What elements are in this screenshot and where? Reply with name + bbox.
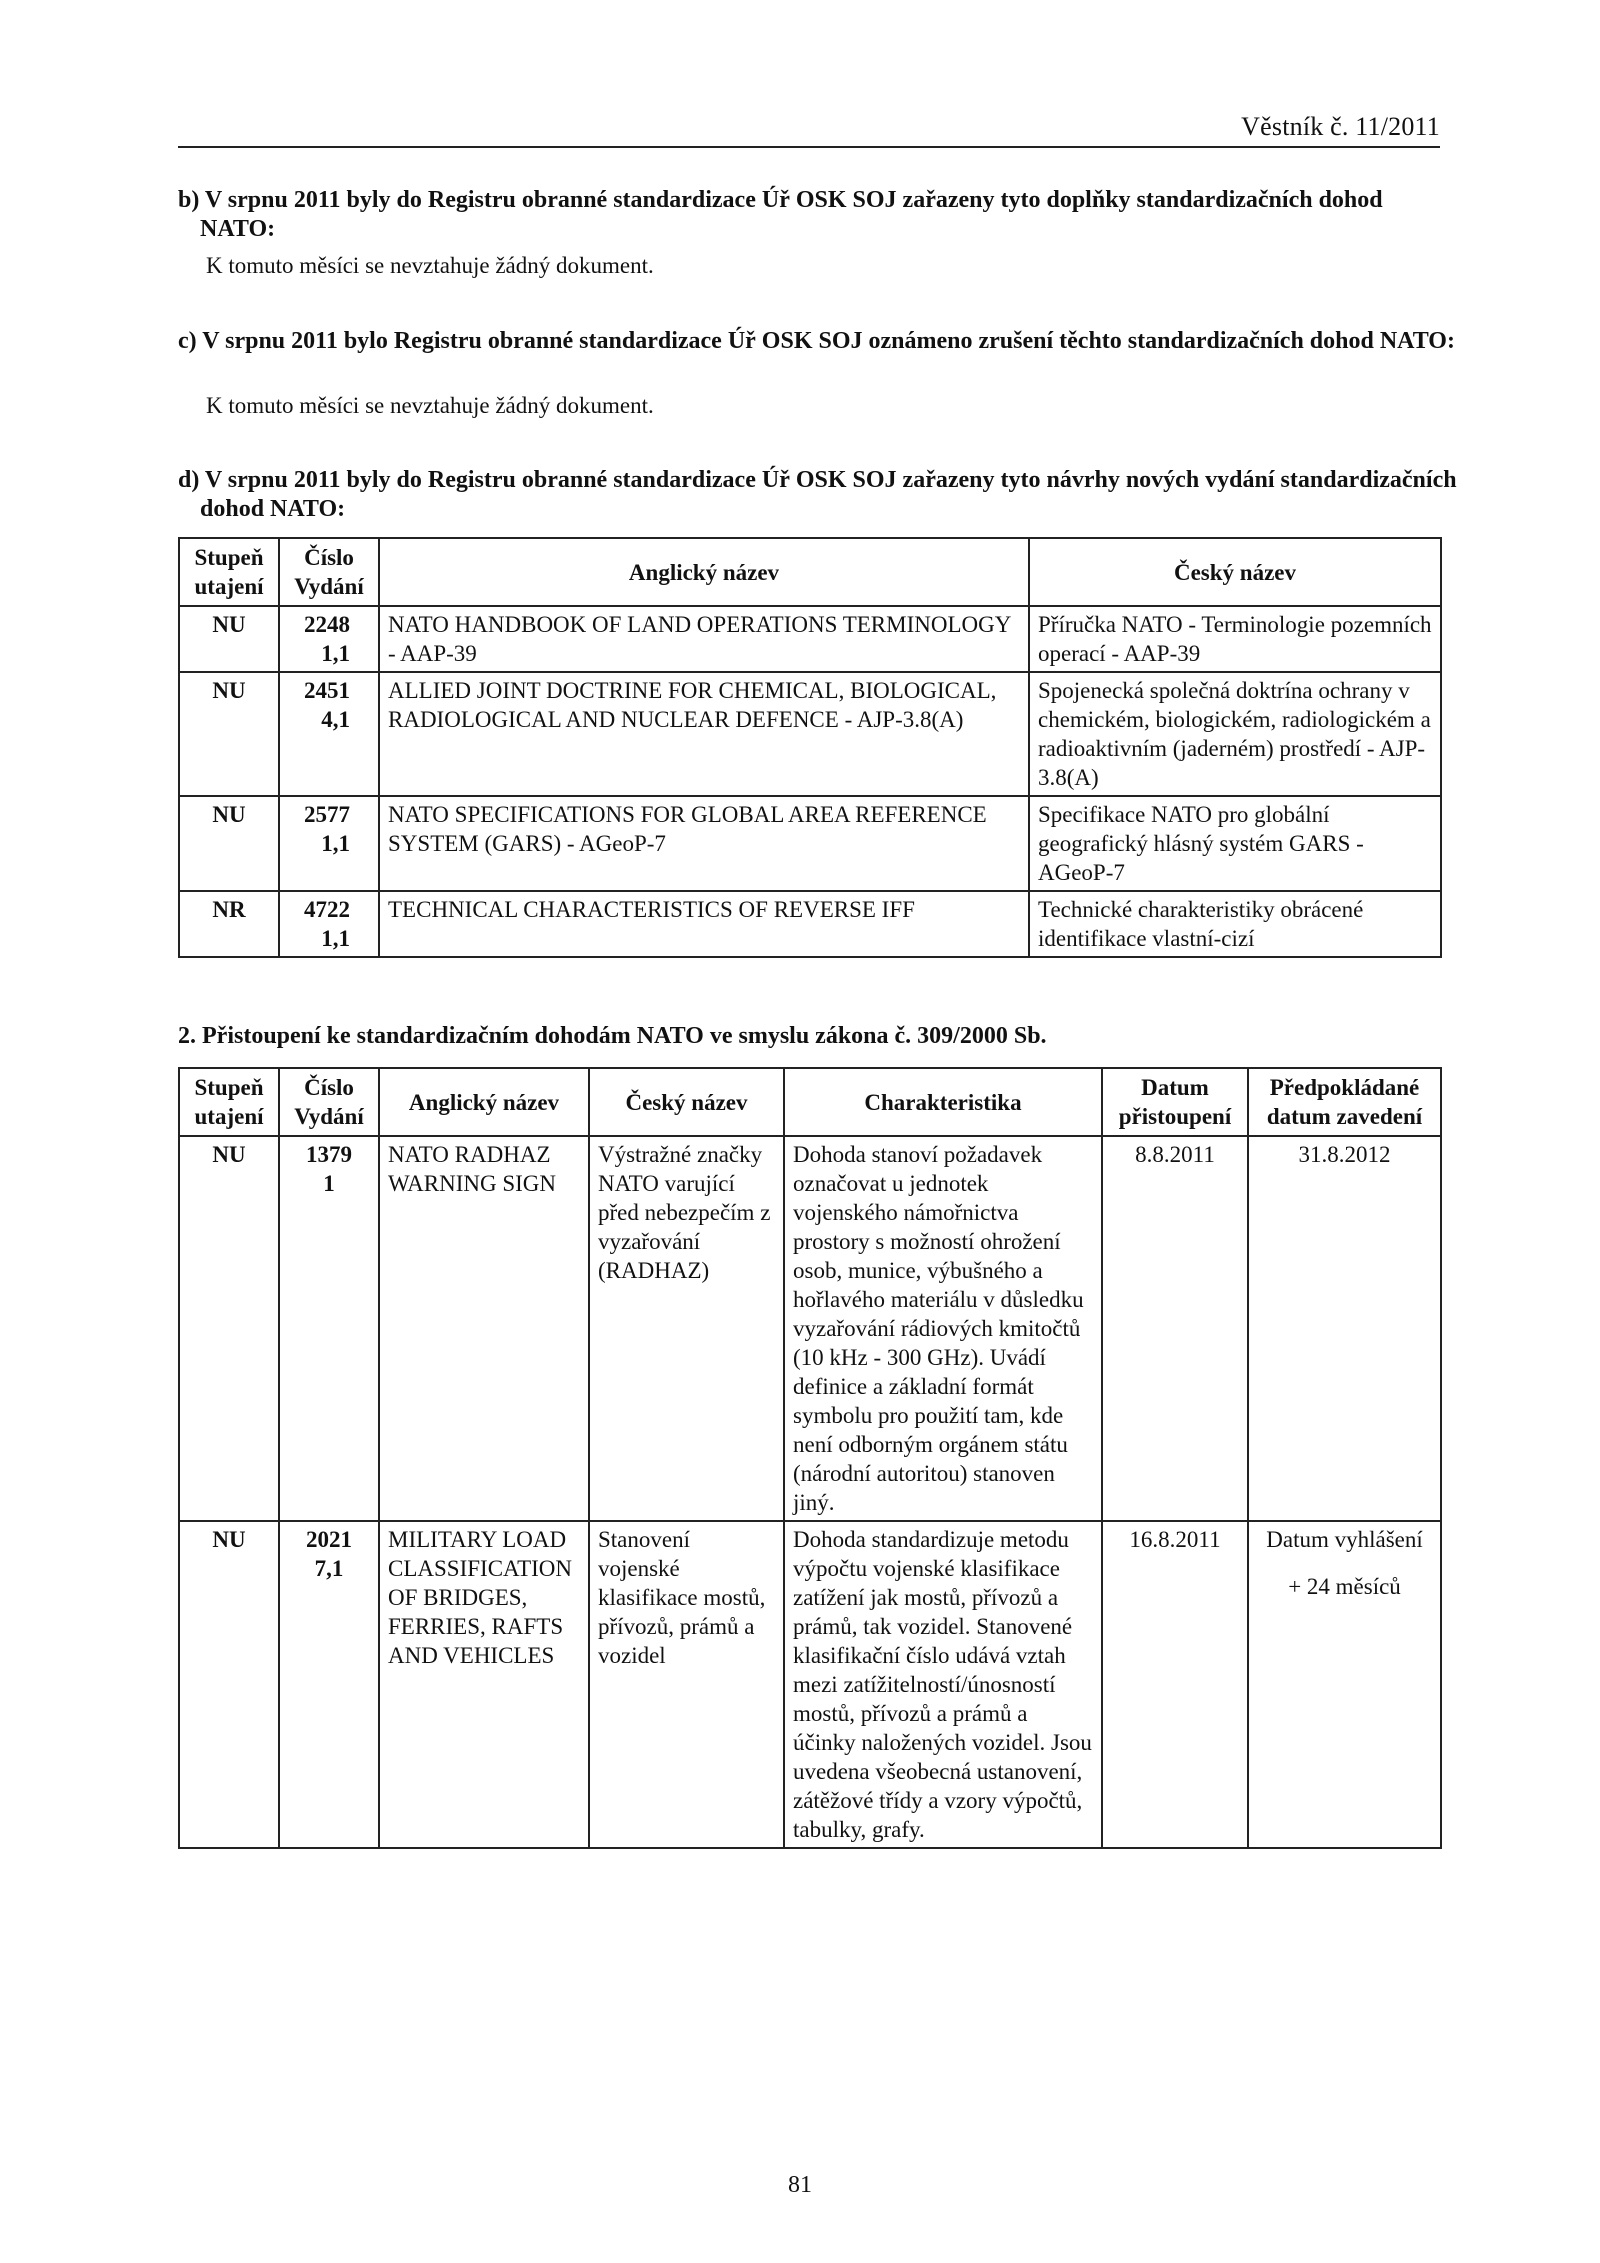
cell-anglicky: NATO RADHAZ WARNING SIGN: [379, 1136, 589, 1521]
table-row: [179, 796, 1441, 891]
table-row: [179, 672, 1441, 796]
cell-cesky: Specifikace NATO pro globální geografický hlásný systém GARS - AGeoP-7: [1029, 796, 1441, 891]
cell-datum: 8.8.2011: [1102, 1136, 1248, 1521]
cell-cesky: Příručka NATO - Terminologie pozemních operací - AAP-39: [1029, 606, 1441, 672]
accession-table: [178, 1067, 1442, 1849]
cell-cislo: 2248 1,1: [279, 606, 379, 672]
running-header: Věstník č. 11/2011: [1241, 112, 1440, 141]
header-cesky: Český název: [589, 1068, 784, 1136]
table-header-row: [179, 538, 1441, 606]
cell-cesky: Spojenecká společná doktrína ochrany v chemickém, biologickém, radiologickém a radioaktivním (jaderném) prostředí - AJP-3.8(A): [1029, 672, 1441, 796]
section-2-heading: 2. Přistoupení ke standardizačním dohodám NATO ve smyslu zákona č. 309/2000 Sb.: [178, 1023, 1047, 1049]
section-b-note: K tomuto měsíci se nevztahuje žádný dokument.: [206, 253, 654, 278]
cell-charakteristika: Dohoda stanoví požadavek označovat u jednotek vojenského námořnictva prostory s možností ohrožení osob, munice, výbušného a hořlavého materiálu v důsledku vyzařování rádiových kmitočtů (10 kHz - 300 GHz). Uvádí definice a základní formát symbolu pro použití tam, kde není odborným orgánem státu (národní autoritou) stanoven jiný.: [784, 1136, 1102, 1521]
header-anglicky: Anglický název: [379, 538, 1029, 606]
section-c-note: K tomuto měsíci se nevztahuje žádný dokument.: [206, 393, 654, 418]
cell-stupen: NR: [179, 891, 279, 957]
section-c-heading: c) V srpnu 2011 bylo Registru obranné standardizace Úř OSK SOJ oznámeno zrušení těchto standardizačních dohod NATO:: [178, 328, 1455, 354]
cell-cesky: Technické charakteristiky obrácené identifikace vlastní-cizí: [1029, 891, 1441, 957]
table-row: [179, 1521, 1441, 1848]
section-d-heading: d) V srpnu 2011 byly do Registru obranné standardizace Úř OSK SOJ zařazeny tyto návrhy nových vydání standardizačních dohod NATO:: [178, 467, 1457, 522]
header-datum: Datum přistoupení: [1102, 1068, 1248, 1136]
cell-anglicky: ALLIED JOINT DOCTRINE FOR CHEMICAL, BIOLOGICAL, RADIOLOGICAL AND NUCLEAR DEFENCE - AJP-3.8(A): [379, 672, 1029, 796]
cell-datum: 16.8.2011: [1102, 1521, 1248, 1848]
header-stupen: Stupeň utajení: [179, 1068, 279, 1136]
cell-anglicky: MILITARY LOAD CLASSIFICATION OF BRIDGES, FERRIES, RAFTS AND VEHICLES: [379, 1521, 589, 1848]
header-rule: [178, 146, 1440, 148]
header-cesky: Český název: [1029, 538, 1441, 606]
cell-cislo: 1379 1: [279, 1136, 379, 1521]
table-row: [179, 891, 1441, 957]
header-cislo: Číslo Vydání: [279, 538, 379, 606]
header-cislo: Číslo Vydání: [279, 1068, 379, 1136]
header-anglicky: Anglický název: [379, 1068, 589, 1136]
cell-cesky: Stanovení vojenské klasifikace mostů, přívozů, prámů a vozidel: [589, 1521, 784, 1848]
cell-cislo: 2021 7,1: [279, 1521, 379, 1848]
header-predpokladane: Předpokládané datum zavedení: [1248, 1068, 1441, 1136]
cell-charakteristika: Dohoda standardizuje metodu výpočtu vojenské klasifikace zatížení jak mostů, přívozů a prámů, tak vozidel. Stanovené klasifikační číslo udává vztah mezi zatížitelností/únosností mostů, přívozů a prámů a účinky naložených vozidel. Jsou uvedena všeobecná ustanovení, zátěžové třídy a vzory výpočtů, tabulky, grafy.: [784, 1521, 1102, 1848]
header-charakteristika: Charakteristika: [784, 1068, 1102, 1136]
cell-stupen: NU: [179, 1136, 279, 1521]
cell-cislo: 2451 4,1: [279, 672, 379, 796]
draft-editions-table: [178, 537, 1442, 958]
table-row: [179, 606, 1441, 672]
cell-anglicky: NATO SPECIFICATIONS FOR GLOBAL AREA REFERENCE SYSTEM (GARS) - AGeoP-7: [379, 796, 1029, 891]
table-row: [179, 1136, 1441, 1521]
table-header-row: [179, 1068, 1441, 1136]
cell-stupen: NU: [179, 796, 279, 891]
cell-cislo: 4722 1,1: [279, 891, 379, 957]
header-stupen: Stupeň utajení: [179, 538, 279, 606]
cell-anglicky: TECHNICAL CHARACTERISTICS OF REVERSE IFF: [379, 891, 1029, 957]
cell-stupen: NU: [179, 1521, 279, 1848]
cell-predpokladane: Datum vyhlášení + 24 měsíců: [1248, 1521, 1441, 1848]
cell-cislo: 2577 1,1: [279, 796, 379, 891]
page-number: 81: [788, 2172, 812, 2198]
cell-predpokladane: 31.8.2012: [1248, 1136, 1441, 1521]
cell-stupen: NU: [179, 606, 279, 672]
section-b-heading: b) V srpnu 2011 byly do Registru obranné standardizace Úř OSK SOJ zařazeny tyto doplňky standardizačních dohod NATO:: [178, 187, 1383, 242]
cell-anglicky: NATO HANDBOOK OF LAND OPERATIONS TERMINOLOGY - AAP-39: [379, 606, 1029, 672]
cell-cesky: Výstražné značky NATO varující před nebezpečím z vyzařování (RADHAZ): [589, 1136, 784, 1521]
cell-stupen: NU: [179, 672, 279, 796]
